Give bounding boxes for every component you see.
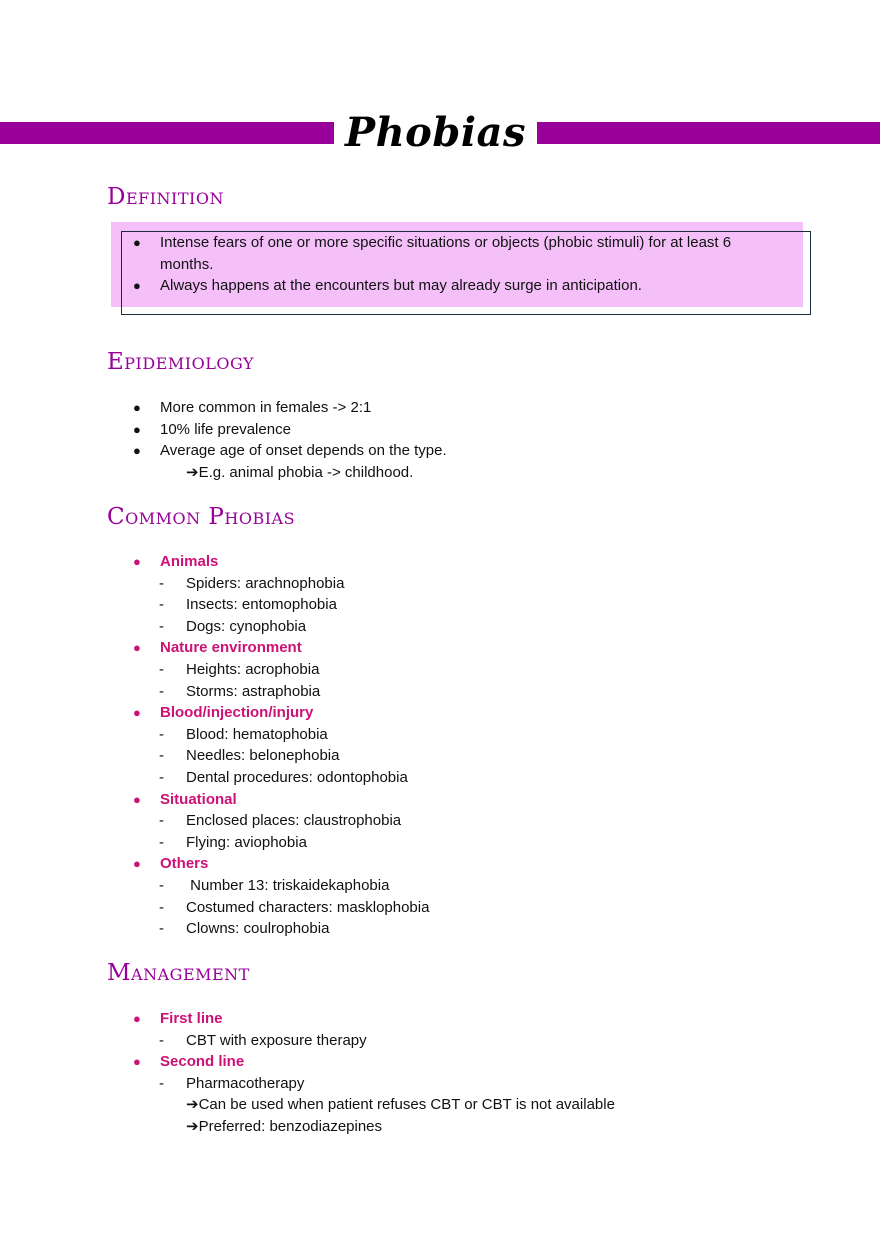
arrow-icon: ➔ — [186, 1096, 199, 1114]
epidemiology-heading: Epidemiology — [107, 349, 255, 375]
dash-icon: - — [159, 682, 164, 700]
list-item: - Costumed characters: masklophobia — [0, 897, 880, 919]
bullet-icon: ● — [133, 705, 141, 721]
list-item: ● Average age of onset depends on the type. — [0, 440, 880, 462]
list-item: ● 10% life prevalence — [0, 419, 880, 441]
list-item: - Blood: hematophobia — [0, 724, 880, 746]
management-heading: Management — [107, 960, 250, 986]
dash-icon: - — [159, 833, 164, 851]
list-item: - Pharmacotherapy — [0, 1073, 880, 1095]
list-item: ● More common in females -> 2:1 — [0, 397, 880, 419]
bullet-icon: ● — [133, 235, 141, 250]
list-item: - Enclosed places: claustrophobia — [0, 810, 880, 832]
page-title: Phobias — [345, 109, 526, 156]
dash-icon: - — [159, 1074, 164, 1092]
list-item: - Storms: astraphobia — [0, 681, 880, 703]
list-item: ● Always happens at the encounters but may already surge in anticipation. — [0, 275, 880, 297]
management-list — [0, 1008, 880, 1138]
definition-list — [0, 232, 880, 297]
dash-icon: - — [159, 812, 164, 830]
common-phobias-list — [0, 551, 880, 940]
dash-icon: - — [159, 898, 164, 916]
bullet-icon: ● — [133, 554, 141, 569]
dash-icon: - — [159, 1031, 164, 1049]
bullet-icon: ● — [133, 443, 141, 459]
note-item: ➔Can be used when patient refuses CBT or CBT is not available — [186, 1096, 615, 1114]
list-item: - Needles: belonephobia — [0, 745, 880, 767]
category-item — [0, 637, 880, 659]
bullet-icon: ● — [133, 791, 141, 807]
category-item — [0, 1008, 880, 1030]
dash-icon: - — [159, 747, 164, 765]
category-label: Situational — [160, 790, 237, 808]
bullet-icon: ● — [133, 856, 141, 872]
list-item: - Dental procedures: odontophobia — [0, 767, 880, 789]
dash-icon: - — [159, 574, 164, 592]
category-item — [0, 853, 880, 875]
list-item: - Flying: aviophobia — [0, 832, 880, 854]
dash-icon: - — [159, 660, 164, 678]
list-item: - Insects: entomophobia — [0, 594, 880, 616]
dash-icon: - — [159, 617, 164, 635]
example-item: ➔E.g. animal phobia -> childhood. — [186, 463, 414, 481]
list-item: - Number 13: triskaidekaphobia — [0, 875, 880, 897]
category-label: First line — [160, 1010, 223, 1027]
category-label: Others — [160, 855, 209, 873]
category-item — [0, 789, 880, 811]
category-item — [0, 1051, 880, 1073]
list-item: ● Intense fears of one or more specific situations or objects (phobic stimuli) for at least 6 — [0, 232, 880, 254]
bullet-icon: ● — [133, 421, 141, 437]
epidemiology-list — [0, 397, 880, 483]
category-item — [0, 702, 880, 724]
bullet-icon: ● — [133, 1054, 141, 1070]
list-item: - CBT with exposure therapy — [0, 1030, 880, 1052]
definition-heading: Definition — [107, 184, 224, 210]
arrow-icon: ➔ — [186, 1117, 199, 1135]
category-label: Blood/injection/injury — [160, 704, 314, 722]
bullet-icon: ● — [133, 640, 141, 656]
dash-icon: - — [159, 876, 164, 894]
common-phobias-heading: Common Phobias — [107, 504, 296, 530]
bullet-icon: ● — [133, 1011, 141, 1026]
list-item: - Spiders: arachnophobia — [0, 573, 880, 595]
list-item: - Dogs: cynophobia — [0, 616, 880, 638]
bullet-icon: ● — [133, 400, 141, 415]
dash-icon: - — [159, 920, 164, 938]
category-label: Nature environment — [160, 639, 302, 657]
list-item: - Clowns: coulrophobia — [0, 918, 880, 940]
dash-icon: - — [159, 725, 164, 743]
list-item: - Heights: acrophobia — [0, 659, 880, 681]
title-bar-left — [0, 122, 334, 144]
title-bar-right — [537, 122, 880, 144]
arrow-icon: ➔ — [186, 463, 199, 481]
category-item — [0, 551, 880, 573]
note-item: ➔Preferred: benzodiazepines — [186, 1117, 383, 1135]
dash-icon: - — [159, 768, 164, 786]
category-label: Second line — [160, 1053, 245, 1071]
category-label: Animals — [160, 553, 219, 570]
bullet-icon: ● — [133, 278, 141, 294]
list-item-continuation: months. — [160, 255, 214, 273]
dash-icon: - — [159, 596, 164, 614]
